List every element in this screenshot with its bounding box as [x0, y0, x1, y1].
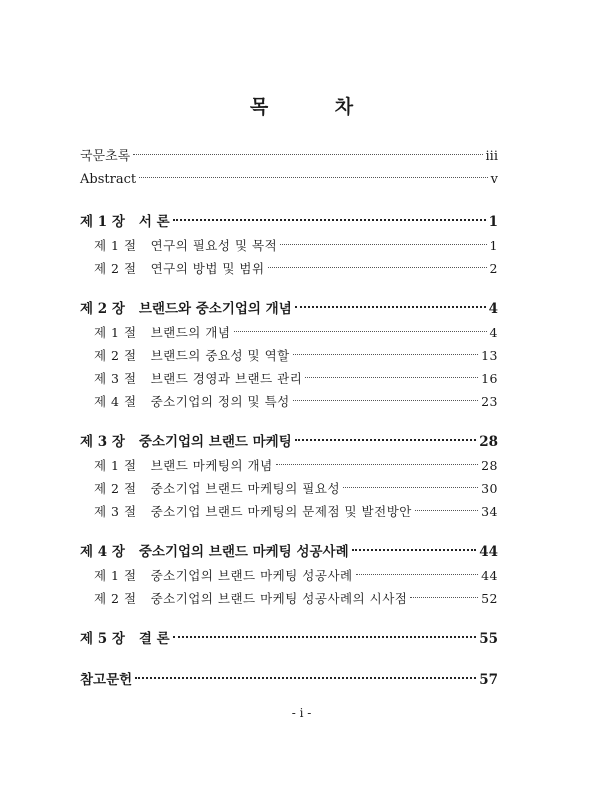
toc-section-3-3[interactable] — [80, 500, 498, 523]
section-number: 제 3 절 — [94, 504, 137, 519]
section-number: 제 1 절 — [94, 325, 137, 340]
toc-chapter-5[interactable] — [80, 628, 498, 651]
chapter-title: 중소기업의 브랜드 마케팅 — [138, 434, 292, 450]
leader-dots — [343, 487, 478, 488]
section-number: 제 1 절 — [94, 238, 137, 253]
chapter-page: 4 — [488, 301, 498, 317]
leader-dots — [173, 219, 486, 221]
section-title: 중소기업의 브랜드 마케팅 성공사례 — [150, 568, 353, 583]
entry-page: 57 — [479, 672, 498, 688]
section-number: 제 2 절 — [94, 481, 137, 496]
leader-dots — [410, 597, 478, 598]
section-label — [94, 587, 410, 610]
leader-dots — [352, 549, 477, 551]
entry-label: 국문초록 — [80, 149, 131, 164]
entry-page: iii — [485, 149, 498, 164]
toc-section-3-1[interactable] — [80, 454, 498, 477]
chapter-number: 제 3 장 — [80, 434, 125, 450]
toc-section-2-2[interactable] — [80, 344, 498, 367]
leader-dots — [415, 510, 478, 511]
entry-label: Abstract — [80, 172, 137, 187]
chapter-title: 중소기업의 브랜드 마케팅 성공사례 — [138, 544, 349, 560]
section-page: 52 — [481, 591, 498, 606]
chapter-page: 1 — [488, 214, 498, 230]
leader-dots — [356, 574, 478, 575]
section-title: 브랜드의 개념 — [150, 325, 231, 340]
section-number: 제 4 절 — [94, 394, 137, 409]
toc-section-1-1[interactable] — [80, 234, 498, 257]
chapter-label — [80, 628, 173, 651]
chapter-number: 제 4 장 — [80, 544, 125, 560]
section-number: 제 2 절 — [94, 348, 137, 363]
chapter-number: 제 2 장 — [80, 301, 125, 317]
section-number: 제 2 절 — [94, 591, 137, 606]
leader-dots — [293, 400, 478, 401]
section-label — [94, 454, 276, 477]
toc-section-2-4[interactable] — [80, 390, 498, 413]
chapter-label — [80, 431, 295, 454]
section-label — [94, 257, 268, 280]
chapter-label — [80, 298, 295, 321]
section-title: 중소기업 브랜드 마케팅의 문제점 및 발전방안 — [150, 504, 412, 519]
section-page: 44 — [481, 568, 498, 583]
leader-dots — [173, 636, 477, 638]
section-label — [94, 477, 343, 500]
toc-chapter-2[interactable] — [80, 298, 498, 321]
section-page: 16 — [481, 371, 498, 386]
section-title: 브랜드의 중요성 및 역할 — [150, 348, 290, 363]
toc-section-2-3[interactable] — [80, 367, 498, 390]
toc-entry-references[interactable] — [80, 669, 498, 692]
chapter-number: 제 5 장 — [80, 631, 125, 647]
table-of-contents — [80, 145, 498, 692]
leader-dots — [133, 154, 482, 155]
toc-section-4-2[interactable] — [80, 587, 498, 610]
section-title: 연구의 필요성 및 목적 — [150, 238, 278, 253]
section-page: 28 — [481, 458, 498, 473]
section-label — [94, 344, 293, 367]
section-page: 13 — [481, 348, 498, 363]
chapter-label — [80, 211, 173, 234]
toc-section-4-1[interactable] — [80, 564, 498, 587]
section-label — [94, 500, 415, 523]
section-label — [94, 390, 293, 413]
section-number: 제 1 절 — [94, 458, 137, 473]
toc-entry-korean-abstract[interactable] — [80, 145, 498, 168]
leader-dots — [295, 439, 476, 441]
chapter-page: 44 — [479, 544, 498, 560]
section-label — [94, 367, 305, 390]
section-page: 4 — [489, 325, 498, 340]
section-page: 34 — [481, 504, 498, 519]
section-title: 브랜드 경영과 브랜드 관리 — [150, 371, 303, 386]
section-label — [94, 234, 280, 257]
toc-chapter-4[interactable] — [80, 541, 498, 564]
leader-dots — [276, 464, 478, 465]
leader-dots — [305, 377, 478, 378]
chapter-title: 브랜드와 중소기업의 개념 — [138, 301, 292, 317]
page-number-footer: - i - — [291, 706, 312, 720]
leader-dots — [234, 331, 487, 332]
chapter-page: 28 — [479, 434, 498, 450]
toc-section-3-2[interactable] — [80, 477, 498, 500]
chapter-title: 서 론 — [138, 214, 170, 230]
leader-dots — [295, 306, 486, 308]
leader-dots — [280, 244, 486, 245]
section-number: 제 1 절 — [94, 568, 137, 583]
section-number: 제 2 절 — [94, 261, 137, 276]
entry-page: v — [490, 172, 498, 187]
section-title: 중소기업의 정의 및 특성 — [150, 394, 290, 409]
section-label — [94, 321, 234, 344]
chapter-label — [80, 541, 352, 564]
chapter-title: 결 론 — [138, 631, 170, 647]
toc-section-2-1[interactable] — [80, 321, 498, 344]
section-title: 중소기업 브랜드 마케팅의 필요성 — [150, 481, 341, 496]
section-title: 브랜드 마케팅의 개념 — [150, 458, 273, 473]
leader-dots — [293, 354, 478, 355]
toc-chapter-1[interactable] — [80, 211, 498, 234]
section-page: 1 — [489, 238, 498, 253]
leader-dots — [139, 177, 488, 178]
section-label — [94, 564, 356, 587]
toc-chapter-3[interactable] — [80, 431, 498, 454]
section-page: 2 — [489, 261, 498, 276]
leader-dots — [135, 677, 476, 679]
entry-label: 참고문헌 — [80, 672, 133, 688]
chapter-page: 55 — [479, 631, 498, 647]
section-page: 23 — [481, 394, 498, 409]
chapter-number: 제 1 장 — [80, 214, 125, 230]
section-number: 제 3 절 — [94, 371, 137, 386]
section-page: 30 — [481, 481, 498, 496]
section-title: 연구의 방법 및 범위 — [150, 261, 265, 276]
leader-dots — [268, 267, 487, 268]
toc-entry-abstract[interactable] — [80, 168, 498, 191]
toc-title: 목 차 — [249, 96, 384, 118]
toc-section-1-2[interactable] — [80, 257, 498, 280]
section-title: 중소기업의 브랜드 마케팅 성공사례의 시사점 — [150, 591, 408, 606]
